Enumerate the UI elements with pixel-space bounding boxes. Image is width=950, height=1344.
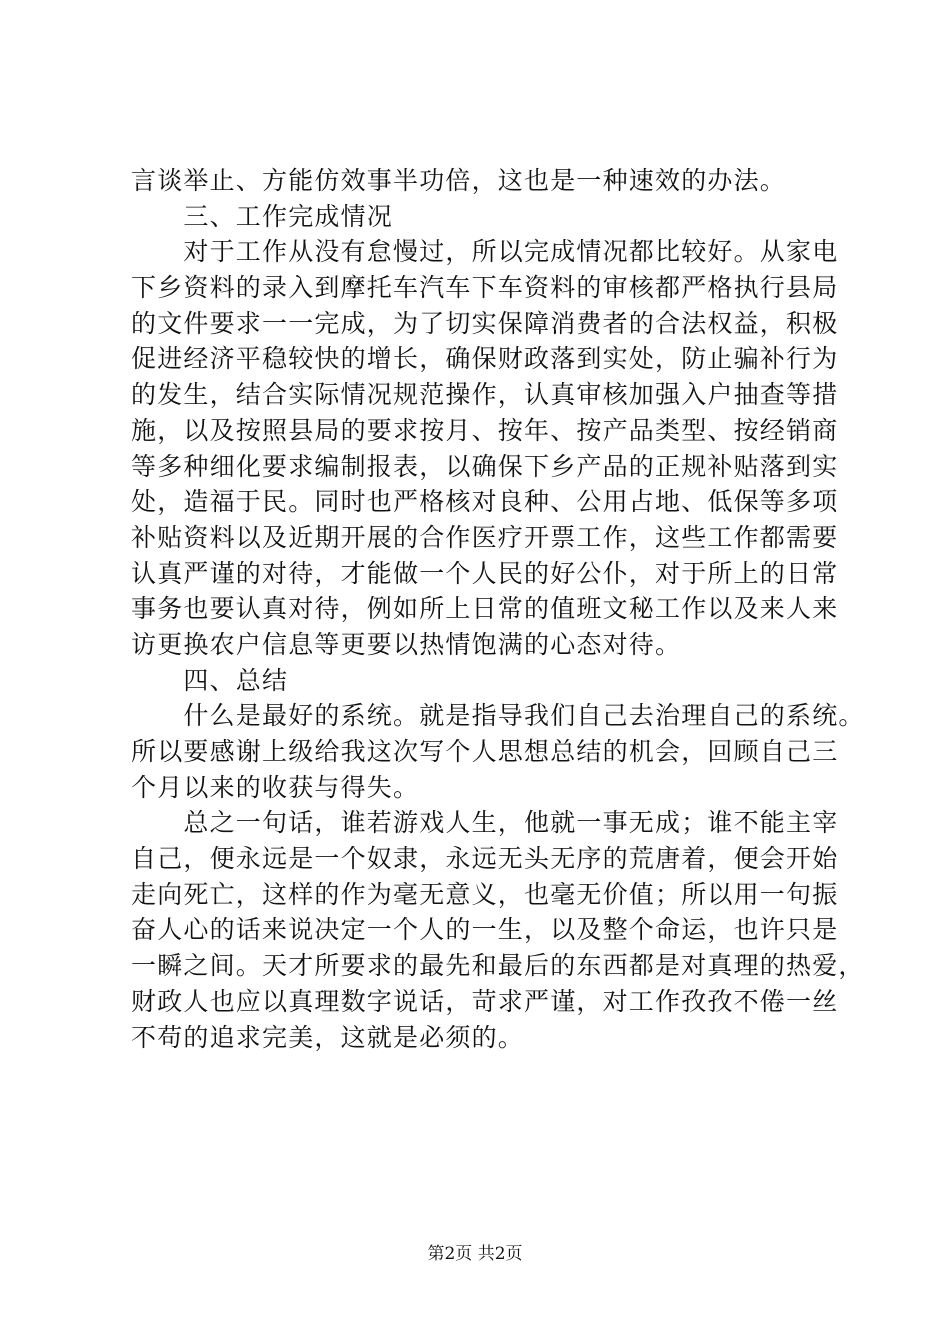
text-line: 的发生，结合实际情况规范操作，认真审核加强入户抽查等措 — [131, 380, 839, 410]
text-line: 访更换农户信息等更要以热情饱满的心态对待。 — [131, 629, 682, 659]
section-heading: 三、工作完成情况 — [131, 201, 394, 231]
text-line: 等多种细化要求编制报表，以确保下乡产品的正规补贴落到实 — [131, 451, 839, 481]
text-line: 补贴资料以及近期开展的合作医疗开票工作，这些工作都需要 — [131, 522, 839, 552]
text-line: 什么是最好的系统。就是指导我们自己去治理自己的系统。 — [131, 701, 865, 731]
text-line: 奋人心的话来说决定一个人的一生，以及整个命运，也许只是 — [131, 915, 839, 945]
text-line: 事务也要认真对待，例如所上日常的值班文秘工作以及来人来 — [131, 594, 839, 624]
text-line: 促进经济平稳较快的增长，确保财政落到实处，防止骗补行为 — [131, 344, 839, 374]
text-line: 处，造福于民。同时也严格核对良种、公用占地、低保等多项 — [131, 487, 839, 517]
text-line: 认真严谨的对待，才能做一个人民的好公仆，对于所上的日常 — [131, 558, 839, 588]
body-text — [131, 163, 865, 1055]
text-line: 财政人也应以真理数字说话，苛求严谨，对工作孜孜不倦一丝 — [131, 986, 839, 1016]
text-line: 总之一句话，谁若游戏人生，他就一事无成；谁不能主宰 — [131, 808, 839, 838]
section-heading: 四、总结 — [131, 665, 289, 695]
text-line: 一瞬之间。天才所要求的最先和最后的东西都是对真理的热爱， — [131, 951, 865, 981]
text-line: 下乡资料的录入到摩托车汽车下车资料的审核都严格执行县局 — [131, 273, 839, 303]
page-number: 第2页 共2页 — [427, 1244, 523, 1264]
text-line: 的文件要求一一完成，为了切实保障消费者的合法权益，积极 — [131, 308, 839, 338]
text-line: 施，以及按照县局的要求按月、按年、按产品类型、按经销商 — [131, 415, 839, 445]
text-line: 不苟的追求完美，这就是必须的。 — [131, 1022, 525, 1052]
text-line: 所以要感谢上级给我这次写个人思想总结的机会，回顾自己三 — [131, 737, 839, 766]
text-line: 自己，便永远是一个奴隶，永远无头无序的荒唐着，便会开始 — [131, 844, 839, 874]
page-footer — [0, 1243, 950, 1265]
text-line: 对于工作从没有怠慢过，所以完成情况都比较好。从家电 — [131, 237, 839, 267]
text-line: 走向死亡，这样的作为毫无意义，也毫无价值；所以用一句振 — [131, 879, 839, 909]
text-line: 言谈举止、方能仿效事半功倍，这也是一种速效的办法。 — [131, 166, 787, 195]
text-line: 个月以来的收获与得失。 — [131, 772, 420, 802]
